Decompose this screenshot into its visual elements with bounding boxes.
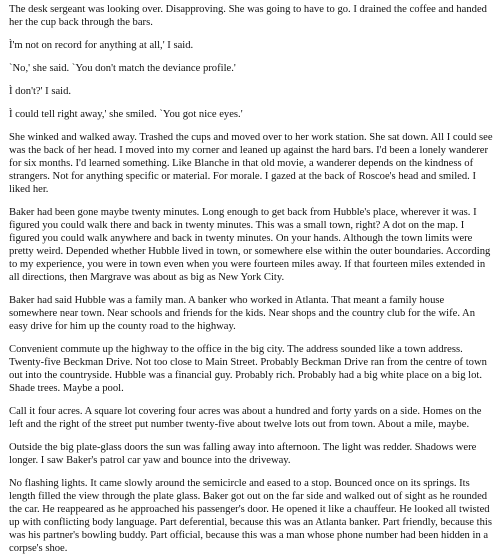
paragraph-7: Baker had been gone maybe twenty minutes. Long enough to get back from Hubble's place, wherever it was. I figured you could walk there and back in twenty minutes. This was a small town, right? A dot on the map. I figured you could walk anywhere and back in twenty minutes. On your hands. Although the town limits were pretty weird. Depended whether Hubble lived in town, or somewhere else within the outer boundaries. According to my experience, you were in town even when you were fourteen miles away. If that fourteen miles extended in all directions, then Margrave was about as big as New York City.: [9, 207, 491, 283]
paragraph-5: Ì could tell right away,' she smiled. `You got nice eyes.': [9, 109, 243, 120]
paragraph-12: No flashing lights. It came slowly around the semicircle and eased to a stop. Bounced once on its springs. Its length filled the view through the plate glass. Baker got out on the far side and walked out of sight as he rounded the car. He reappeared as he approached his passenger's door. He opened it like a chauffeur. He looked all twisted up with conflicting body language. Part deferential, because this was an Atlanta banker. Part friendly, because this was his partner's bowling buddy. Part official, because this was a man whose phone number had been hidden in a corpse's shoe.: [9, 478, 492, 554]
paragraph-2: Ì'm not on record for anything at all,' I said.: [9, 40, 194, 51]
paragraph-6: She winked and walked away. Trashed the cups and moved over to her work station. She sat down. All I could see was the back of her head. I moved into my corner and leaned up against the hard bars. I'd been a lonely wanderer for six months. I'd learned something. Like Blanche in that old movie, a wanderer depends on the kindness of strangers. Not for anything specific or material. For morale. I gazed at the back of Roscoe's head and smiled. I liked her.: [9, 132, 493, 195]
paragraph-9: Convenient commute up the highway to the office in the big city. The address sounded like a town address. Twenty-five Beckman Drive. Not too close to Main Street. Probably Beckman Drive ran from the centre of town out into the countryside. Hubble was a financial guy. Probably rich. Probably had a big white place on a big lot. Shade trees. Maybe a pool.: [9, 344, 487, 394]
paragraph-3: `No,' she said. `You don't match the deviance profile.': [9, 63, 236, 74]
paragraph-4: Ì don't?' I said.: [9, 86, 72, 97]
paragraph-8: Baker had said Hubble was a family man. A banker who worked in Atlanta. That meant a family house somewhere near town. Near schools and friends for the kids. Near shops and the country club for the wife. An easy drive for him up the county road to the highway.: [9, 295, 475, 332]
paragraph-11: Outside the big plate-glass doors the sun was falling away into afternoon. The light was redder. Shadows were longer. I saw Baker's patrol car yaw and bounce into the driveway.: [9, 442, 477, 466]
paragraph-10: Call it four acres. A square lot covering four acres was about a hundred and forty yards on a side. Homes on the left and the right of the street put number twenty-five about twelve lots out from town. About a mile, maybe.: [9, 406, 482, 430]
paragraph-1: The desk sergeant was looking over. Disapproving. She was going to have to go. I drained the coffee and handed her the cup back through the bars.: [9, 4, 487, 28]
